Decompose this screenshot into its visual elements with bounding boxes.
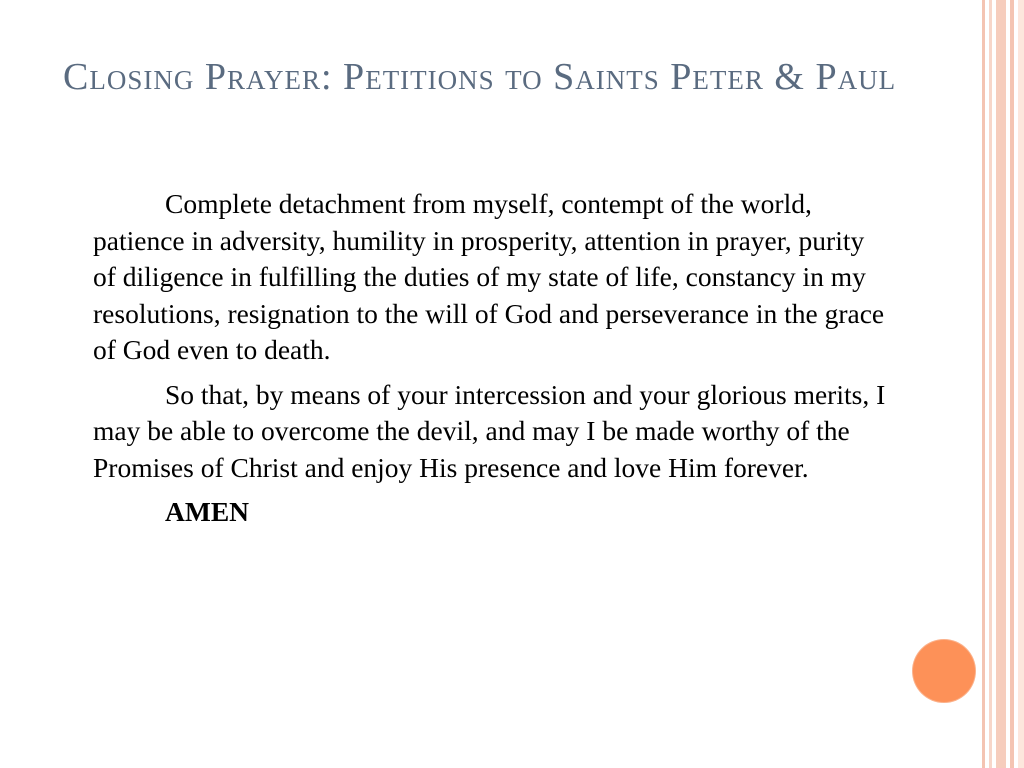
slide-body xyxy=(93,186,893,531)
slide-title: Closing Prayer: Petitions to Saints Peter & Paul xyxy=(63,56,897,98)
stripe xyxy=(1018,0,1024,768)
prayer-paragraph-1: Complete detachment from myself, contempt of the world, patience in adversity, humility in prosperity, attention in prayer, purity of diligence in fulfilling the duties of my state of life, constancy in my resolutions, resignation to the will of God and perseverance in the grace of God even to death. xyxy=(93,188,885,365)
stripe xyxy=(982,0,985,768)
stripe xyxy=(996,0,1006,768)
stripe xyxy=(1010,0,1014,768)
prayer-closing: AMEN xyxy=(165,496,250,527)
accent-circle xyxy=(913,640,975,702)
prayer-paragraph-2: So that, by means of your intercession and your glorious merits, I may be able to overcome the devil, and may I be made worthy of the Promises of Christ and enjoy His presence and love Him forever. xyxy=(93,378,886,483)
stripe xyxy=(989,0,992,768)
decorative-side-stripes xyxy=(982,0,1024,768)
